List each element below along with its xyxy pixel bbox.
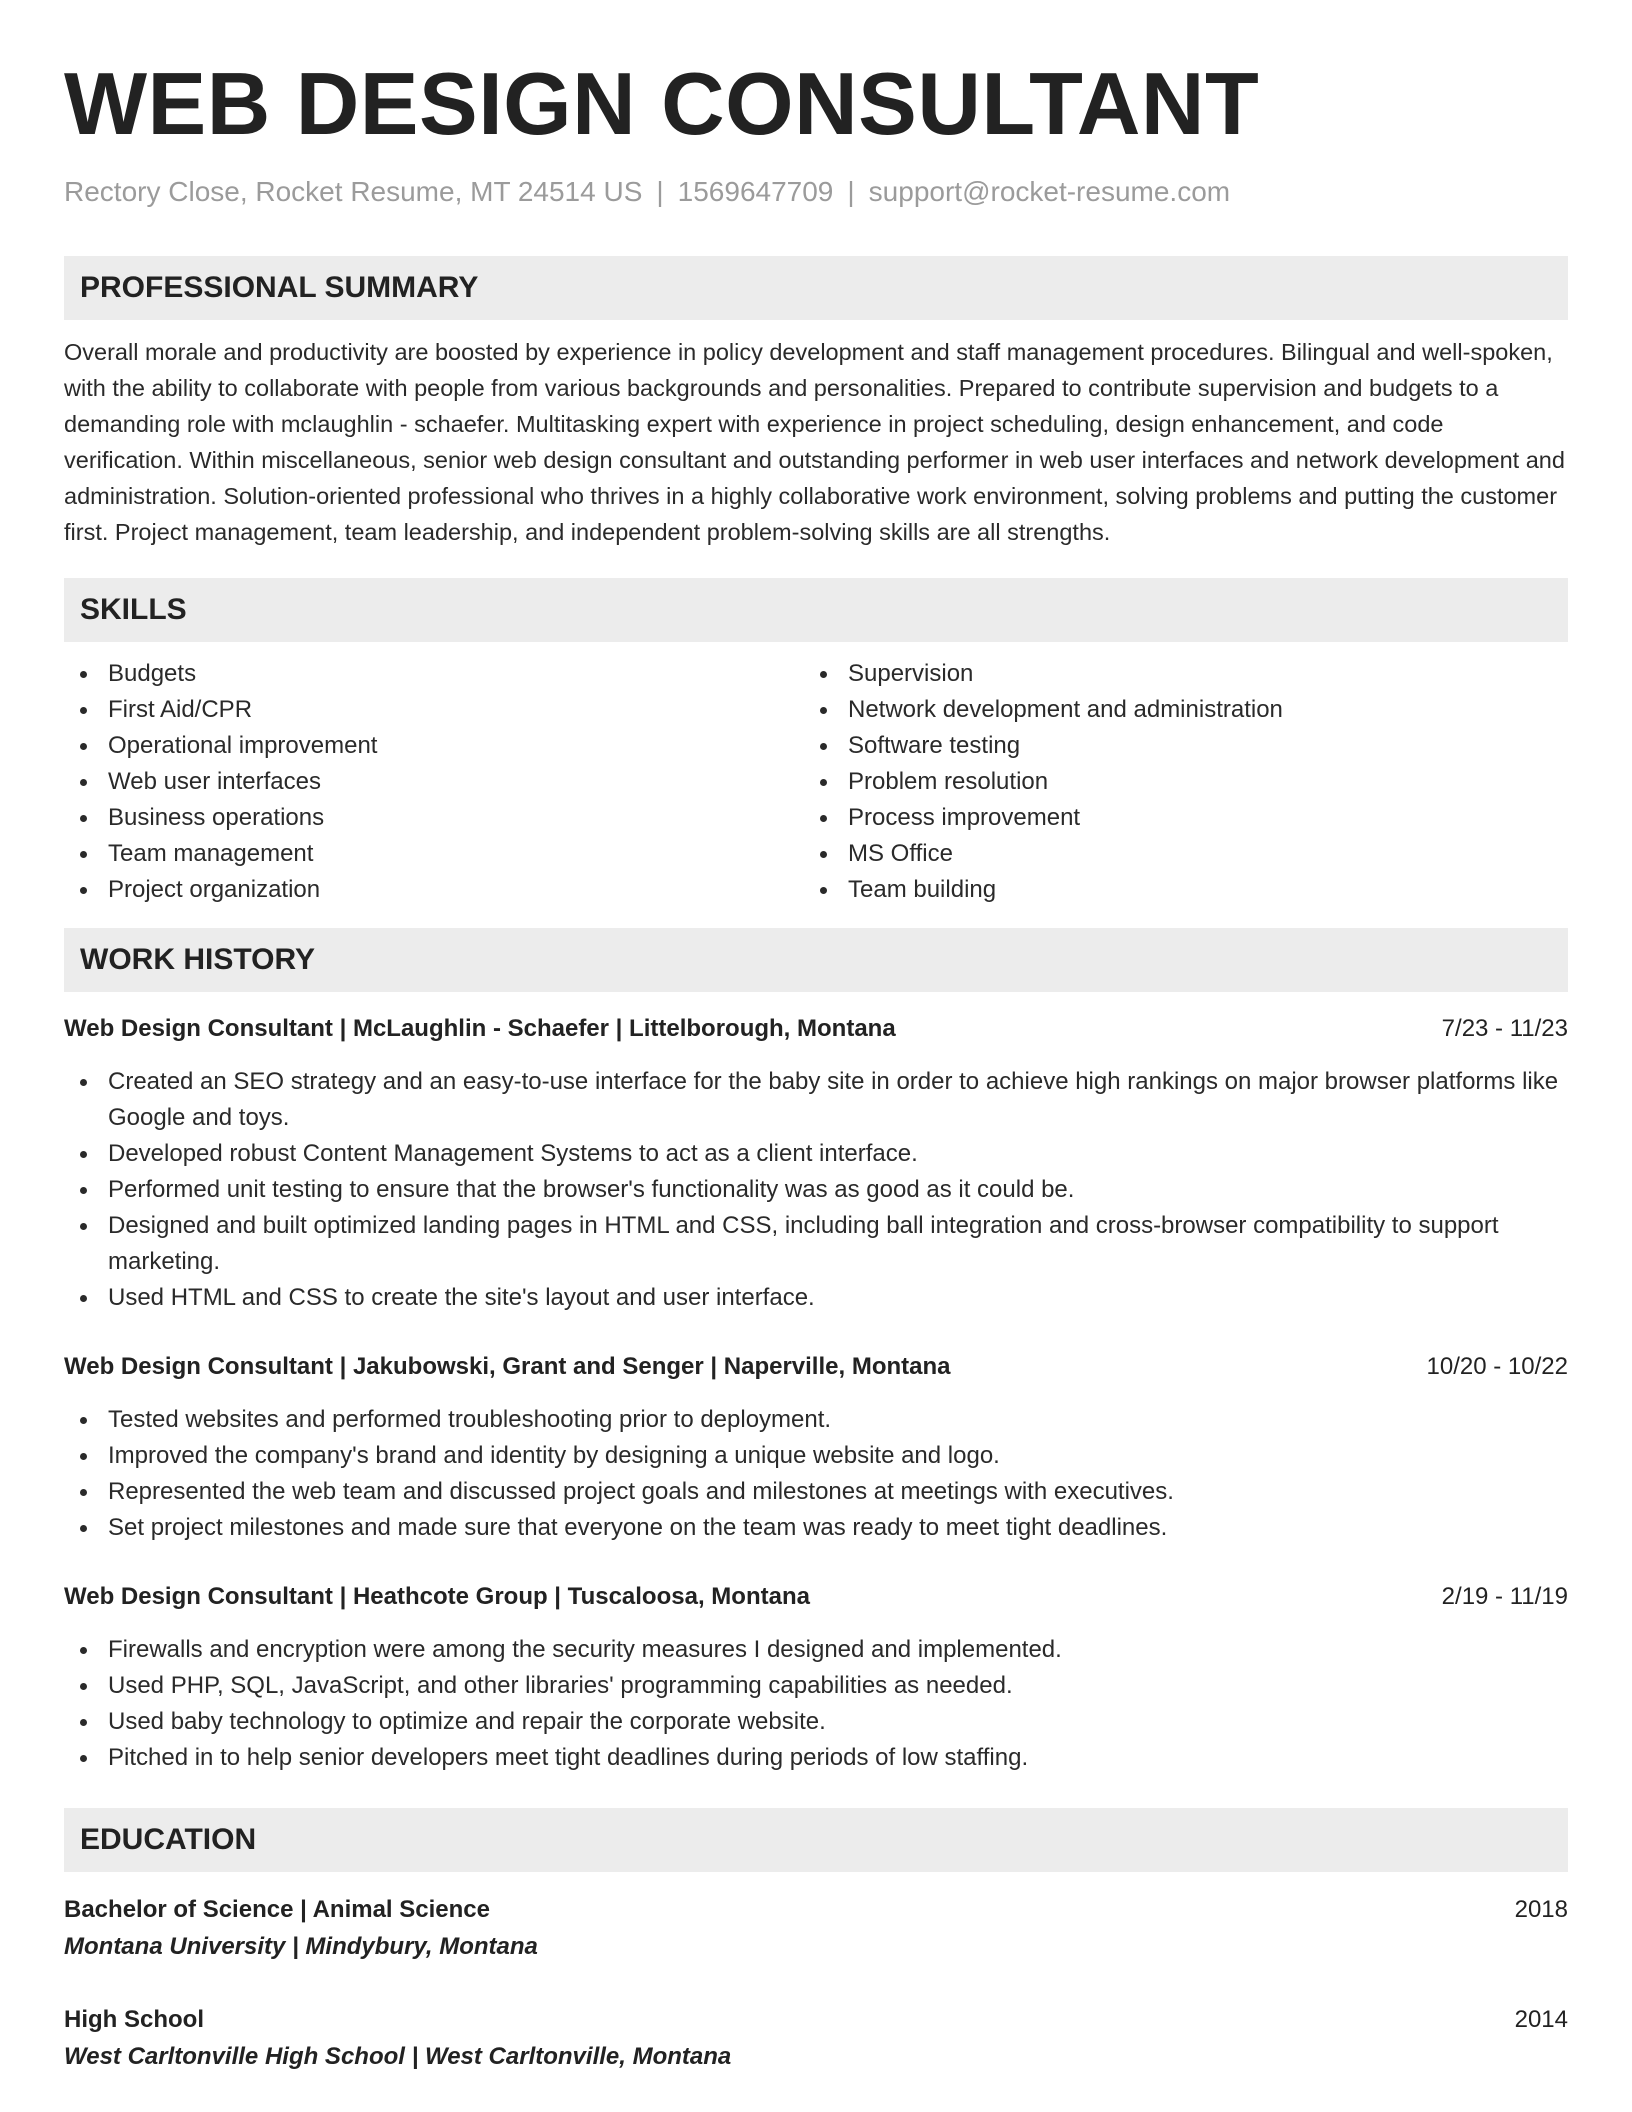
job-bullet: Tested websites and performed troubleshooting prior to deployment. [64, 1402, 1568, 1438]
job-title: Web Design Consultant | Heathcote Group | Tuscaloosa, Montana [64, 1583, 810, 1610]
education-year: 2014 [1514, 2006, 1568, 2033]
skills-grid [64, 656, 1568, 908]
section-header-summary: PROFESSIONAL SUMMARY [64, 256, 1568, 320]
skill-item: Operational improvement [64, 728, 804, 764]
skill-item: Business operations [64, 800, 804, 836]
job-bullet: Created an SEO strategy and an easy-to-use interface for the baby site in order to achieve high rankings on major browser platforms like Google and toys. [64, 1064, 1568, 1136]
job-bullet: Set project milestones and made sure that everyone on the team was ready to meet tight deadlines. [64, 1510, 1568, 1546]
skill-item: Team management [64, 836, 804, 872]
skill-item: Project organization [64, 872, 804, 908]
job-header [64, 1012, 1568, 1046]
job-bullet: Used HTML and CSS to create the site's layout and user interface. [64, 1280, 1568, 1316]
job-entry [64, 1012, 1568, 1316]
education-entry [64, 2002, 1568, 2076]
job-bullets [64, 1632, 1568, 1776]
education-degree: Bachelor of Science | Animal Science [64, 1896, 490, 1923]
job-dates: 2/19 - 11/19 [1441, 1583, 1568, 1610]
skill-item: Supervision [804, 656, 1544, 692]
section-header-education: EDUCATION [64, 1808, 1568, 1872]
skill-item: Software testing [804, 728, 1544, 764]
job-bullet: Performed unit testing to ensure that the browser's functionality was as good as it could be. [64, 1172, 1568, 1208]
skills-column-left [64, 656, 804, 908]
job-bullet: Firewalls and encryption were among the security measures I designed and implemented. [64, 1632, 1568, 1668]
education-degree: High School [64, 2006, 204, 2033]
job-header [64, 1580, 1568, 1614]
education-header [64, 1892, 1568, 1928]
contact-separator: | [847, 176, 855, 207]
skill-item: Budgets [64, 656, 804, 692]
job-title: Web Design Consultant | Jakubowski, Grant and Senger | Naperville, Montana [64, 1353, 951, 1380]
skill-item: Problem resolution [804, 764, 1544, 800]
contact-line [64, 174, 1568, 210]
education-entry [64, 1892, 1568, 1966]
summary-text: Overall morale and productivity are boosted by experience in policy development and staff management procedures. Bilingual and well-spoken, with the ability to collaborate with people from various backgrounds and personalities. Prepared to contribute supervision and budgets to a demanding role with mclaughlin - schaefer. Multitasking expert with experience in project scheduling, design enhancement, and code verification. Within miscellaneous, senior web design consultant and outstanding performer in web user interfaces and network development and administration. Solution-oriented professional who thrives in a highly collaborative work environment, solving problems and putting the customer first. Project management, team leadership, and independent problem-solving skills are all strengths. [64, 339, 1565, 545]
resume-title: WEB DESIGN CONSULTANT [64, 54, 1260, 153]
education-school: Montana University | Mindybury, Montana [64, 1933, 538, 1960]
job-dates: 10/20 - 10/22 [1426, 1353, 1568, 1380]
job-bullet: Used baby technology to optimize and repair the corporate website. [64, 1704, 1568, 1740]
job-title: Web Design Consultant | McLaughlin - Schaefer | Littelborough, Montana [64, 1015, 896, 1042]
education-year: 2018 [1514, 1896, 1568, 1923]
skills-column-right [804, 656, 1544, 908]
job-bullet: Developed robust Content Management Systems to act as a client interface. [64, 1136, 1568, 1172]
job-bullet: Designed and built optimized landing pages in HTML and CSS, including ball integration and cross-browser compatibility to support marketing. [64, 1208, 1568, 1280]
section-header-work-history: WORK HISTORY [64, 928, 1568, 992]
job-entry [64, 1580, 1568, 1776]
job-bullet: Improved the company's brand and identity by designing a unique website and logo. [64, 1438, 1568, 1474]
skill-item: Process improvement [804, 800, 1544, 836]
job-bullets [64, 1064, 1568, 1316]
contact-phone: 1569647709 [677, 176, 834, 207]
education-school: West Carltonville High School | West Carltonville, Montana [64, 2043, 732, 2070]
skill-item: Team building [804, 872, 1544, 908]
job-bullet: Represented the web team and discussed project goals and milestones at meetings with executives. [64, 1474, 1568, 1510]
contact-address: Rectory Close, Rocket Resume, MT 24514 US [64, 176, 643, 207]
skill-item: Network development and administration [804, 692, 1544, 728]
job-entry [64, 1350, 1568, 1546]
contact-email: support@rocket-resume.com [868, 176, 1231, 207]
contact-separator: | [656, 176, 664, 207]
job-dates: 7/23 - 11/23 [1441, 1015, 1568, 1042]
job-bullet: Used PHP, SQL, JavaScript, and other libraries' programming capabilities as needed. [64, 1668, 1568, 1704]
job-header [64, 1350, 1568, 1384]
job-bullets [64, 1402, 1568, 1546]
skill-item: MS Office [804, 836, 1544, 872]
skill-item: First Aid/CPR [64, 692, 804, 728]
education-header [64, 2002, 1568, 2038]
skill-item: Web user interfaces [64, 764, 804, 800]
job-bullet: Pitched in to help senior developers meet tight deadlines during periods of low staffing. [64, 1740, 1568, 1776]
section-header-skills: SKILLS [64, 578, 1568, 642]
